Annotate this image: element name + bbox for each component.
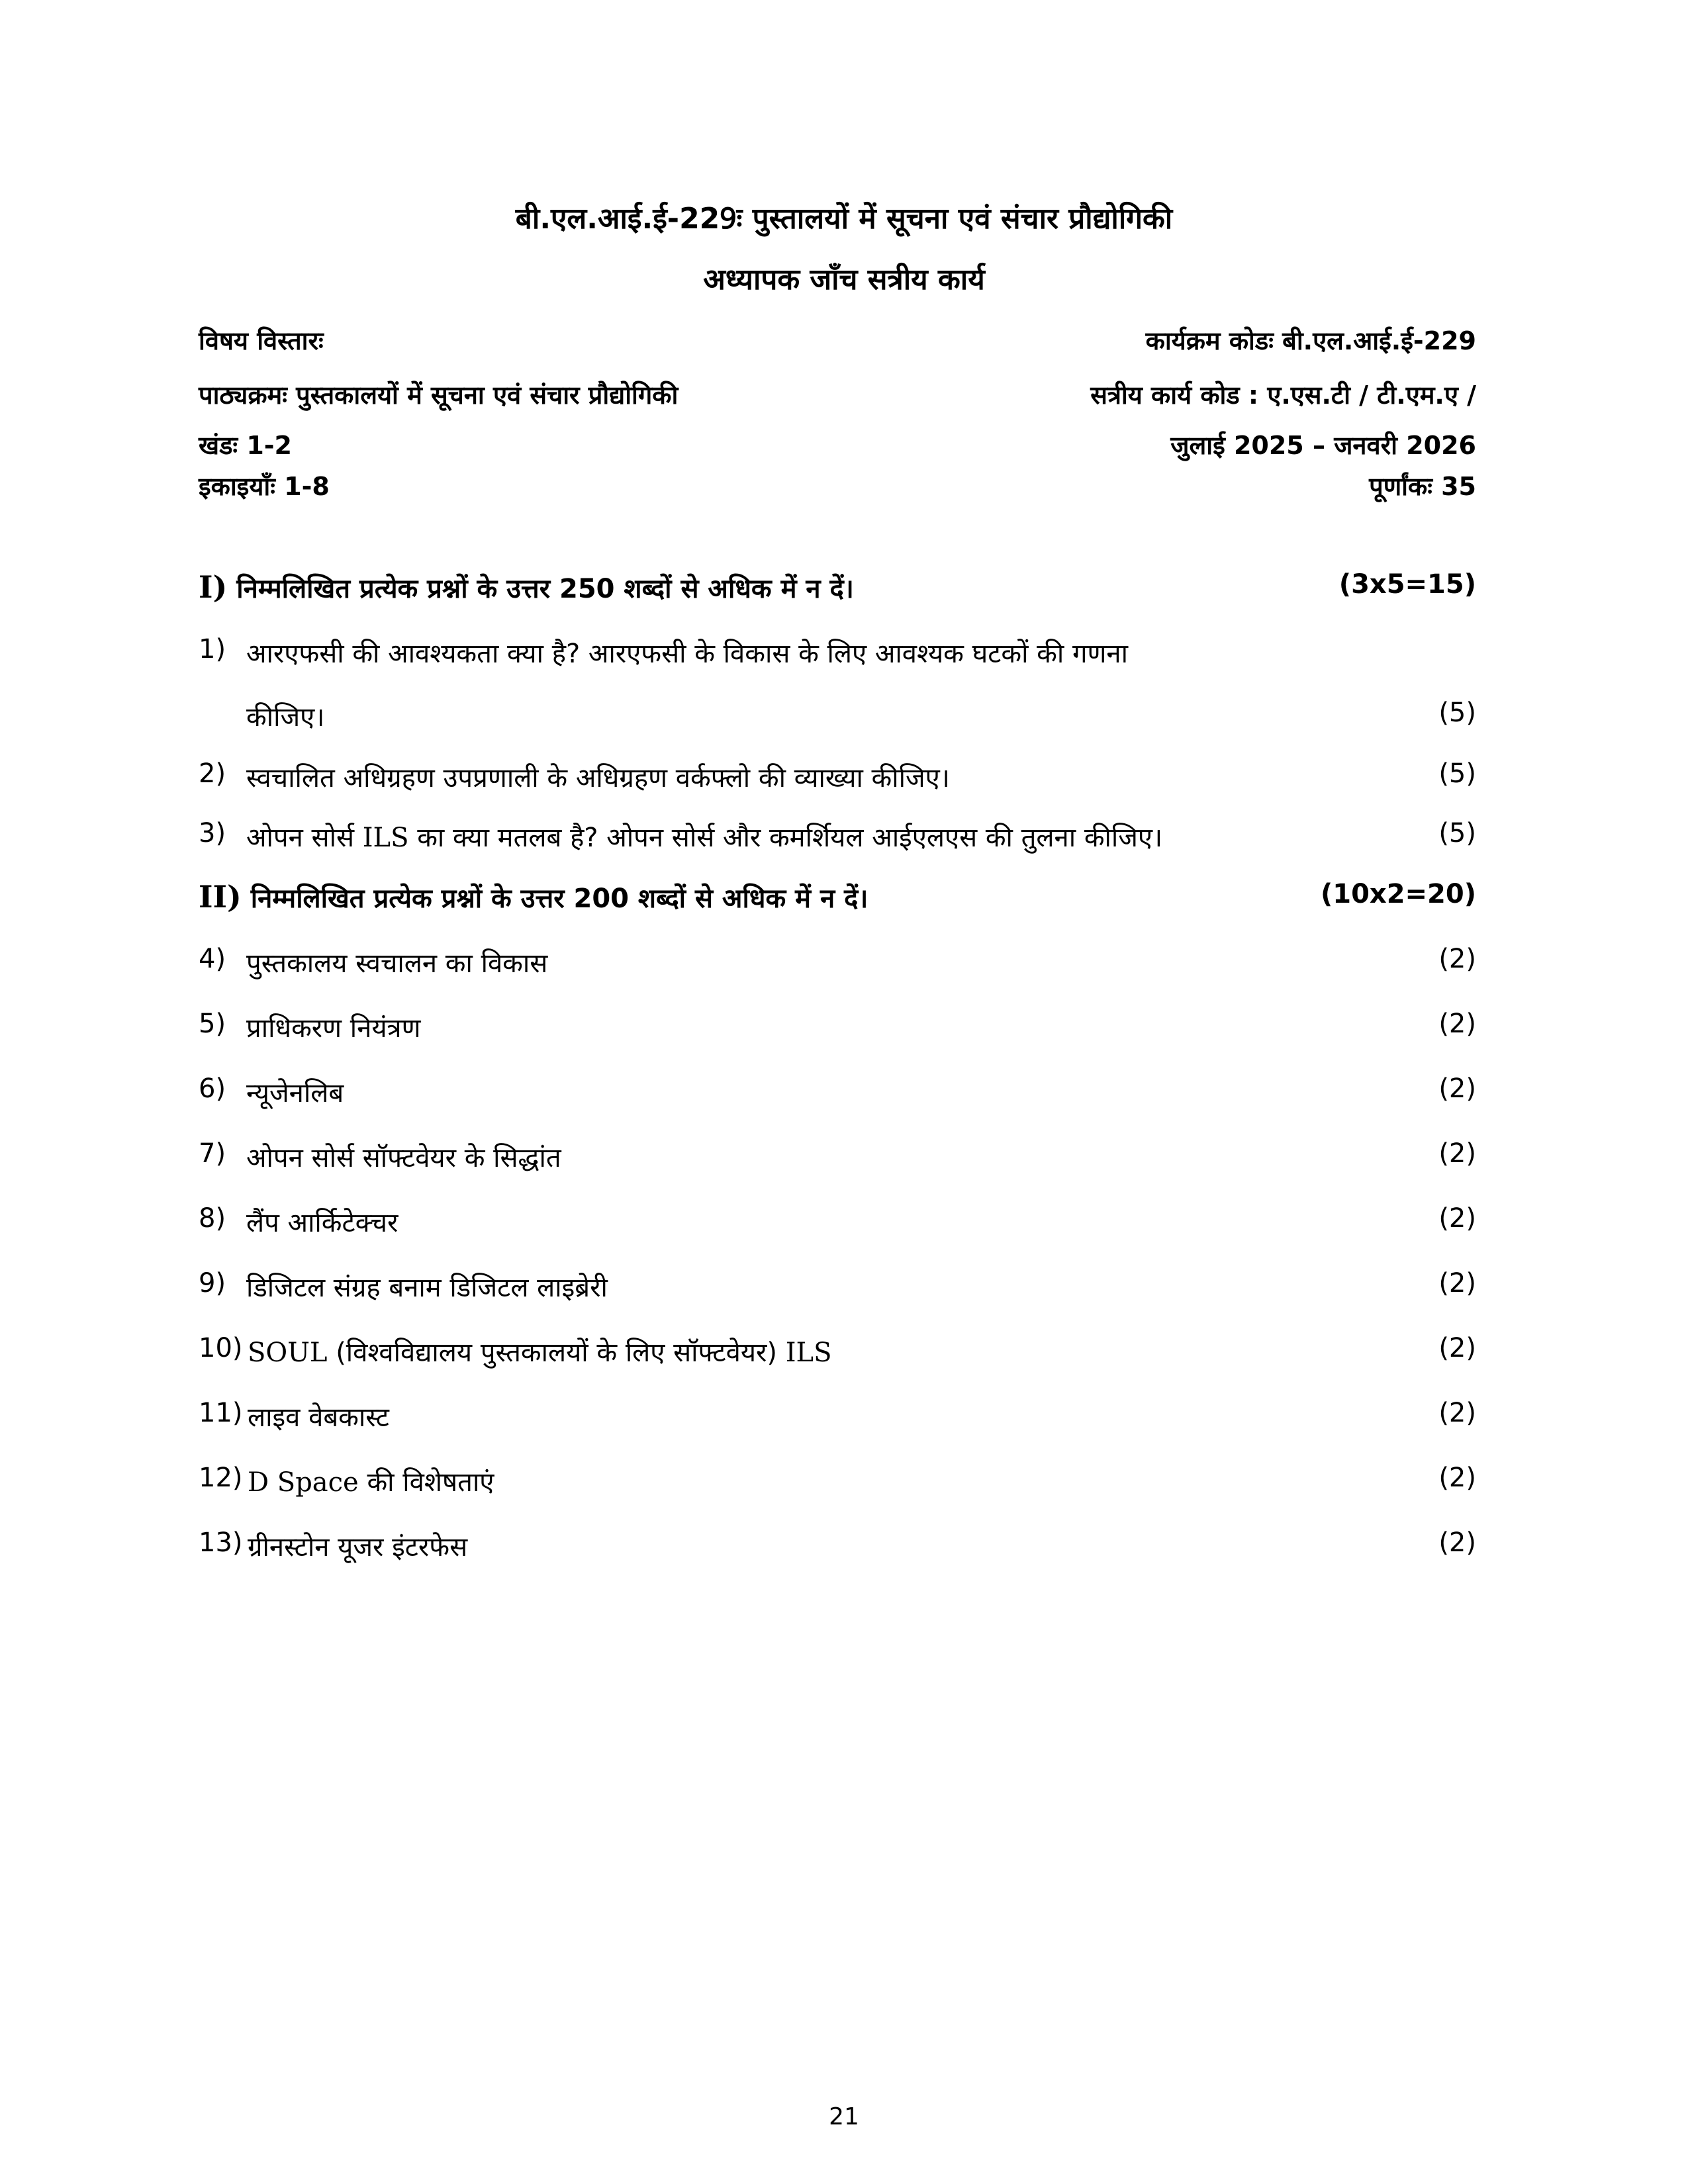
question-number: 9) xyxy=(199,1268,226,1298)
question-marks: (2) xyxy=(1438,1527,1476,1558)
question-number: 3) xyxy=(199,818,226,848)
question-marks: (2) xyxy=(1438,1463,1476,1493)
session-info: जुलाई 2025 – जनवरी 2026 xyxy=(1170,431,1476,460)
question-text: आरएफसी की आवश्यकता क्या है? आरएफसी के विकास के लिए आवश्यक घटकों की गणना xyxy=(246,639,1128,669)
question-text: प्राधिकरण नियंत्रण xyxy=(246,1013,421,1044)
question-text: स्वचालित अधिग्रहण उपप्रणाली के अधिग्रहण वर्कफ्लो की व्याख्या कीजिए। xyxy=(246,763,950,794)
question-text: पुस्तकालय स्वचालन का विकास xyxy=(246,948,548,979)
course-name: पाठ्यक्रमः पुस्तकालयों में सूचना एवं संचार प्रौद्योगिकी xyxy=(199,381,679,410)
question-marks: (2) xyxy=(1438,1398,1476,1428)
question-text: न्यूजेनलिब xyxy=(246,1078,344,1109)
question-text-latin: ILS xyxy=(362,823,409,853)
section-1-heading xyxy=(199,569,1476,606)
section-2-heading xyxy=(199,879,1476,915)
document-subtitle: अध्यापक जाँच सत्रीय कार्य xyxy=(703,263,985,296)
question-marks: (2) xyxy=(1438,1268,1476,1298)
question-number: 6) xyxy=(199,1073,226,1104)
section-2-marks: (10x2=20) xyxy=(1320,879,1476,909)
section-2-roman: II) xyxy=(199,879,242,915)
question-number: 4) xyxy=(199,944,226,974)
block-info: खंडः 1-2 xyxy=(199,431,292,460)
question-text: ग्रीनस्टोन यूजर इंटरफेस xyxy=(248,1532,468,1563)
question-text-part: की विशेषताएं xyxy=(367,1467,494,1498)
question-text xyxy=(248,1463,494,1499)
program-code: कार्यक्रम कोडः बी.एल.आई.ई-229 xyxy=(1145,326,1476,355)
question-number: 12) xyxy=(199,1463,243,1493)
question-number: 13) xyxy=(199,1527,243,1558)
question-number: 5) xyxy=(199,1009,226,1039)
subject-label: विषय विस्तारः xyxy=(199,326,324,355)
question-marks: (2) xyxy=(1438,1073,1476,1104)
question-text-latin: SOUL xyxy=(248,1338,328,1368)
question-marks: (5) xyxy=(1438,758,1476,789)
question-number: 8) xyxy=(199,1203,226,1234)
question-marks: (2) xyxy=(1438,1009,1476,1039)
document-title: बी.एल.आई.ई-229ः पुस्तालयों में सूचना एवं संचार प्रौद्योगिकी xyxy=(515,202,1173,236)
question-text-continued: कीजिए। xyxy=(246,702,325,733)
question-text-part: (विश्वविद्यालय पुस्तकालयों के लिए सॉफ्टवेयर) xyxy=(336,1338,778,1368)
question-text xyxy=(248,1333,832,1369)
question-marks: (2) xyxy=(1438,1138,1476,1169)
units-info: इकाइयाँः 1-8 xyxy=(199,472,330,501)
question-text: लैंप आर्किटेक्चर xyxy=(246,1208,399,1238)
section-1-marks: (3x5=15) xyxy=(1338,569,1476,600)
question-marks: (2) xyxy=(1438,1203,1476,1234)
question-text: डिजिटल संग्रह बनाम डिजिटल लाइब्रेरी xyxy=(246,1273,608,1303)
question-marks: (5) xyxy=(1438,698,1476,728)
question-number: 10) xyxy=(199,1333,243,1363)
question-text: लाइव वेबकास्ट xyxy=(248,1402,389,1433)
page-number: 21 xyxy=(829,2103,859,2130)
question-text-latin: ILS xyxy=(785,1338,832,1368)
question-number: 11) xyxy=(199,1398,243,1428)
question-marks: (2) xyxy=(1438,944,1476,974)
question-marks: (5) xyxy=(1438,818,1476,848)
question-marks: (2) xyxy=(1438,1333,1476,1363)
section-1-instruction: निम्मलिखित प्रत्येक प्रश्नों के उत्तर 250 शब्दों से अधिक में न दें। xyxy=(236,574,854,604)
question-text xyxy=(246,818,1162,854)
question-text-part: ओपन सोर्स xyxy=(246,823,354,853)
section-1-roman: I) xyxy=(199,569,228,605)
question-text-part: का क्या मतलब है? ओपन सोर्स और कमर्शियल आईएलएस की तुलना कीजिए। xyxy=(417,823,1163,853)
question-number: 1) xyxy=(199,634,226,664)
question-text: ओपन सोर्स सॉफ्टवेयर के सिद्धांत xyxy=(246,1143,561,1173)
question-number: 2) xyxy=(199,758,226,789)
section-2-instruction: निम्मलिखित प्रत्येक प्रश्नों के उत्तर 200 शब्दों से अधिक में न दें। xyxy=(250,884,868,914)
question-text-latin: D Space xyxy=(248,1467,359,1498)
question-number: 7) xyxy=(199,1138,226,1169)
max-marks: पूर्णांकः 35 xyxy=(1369,472,1476,501)
assignment-code: सत्रीय कार्य कोड : ए.एस.टी / टी.एम.ए / xyxy=(1090,381,1476,410)
